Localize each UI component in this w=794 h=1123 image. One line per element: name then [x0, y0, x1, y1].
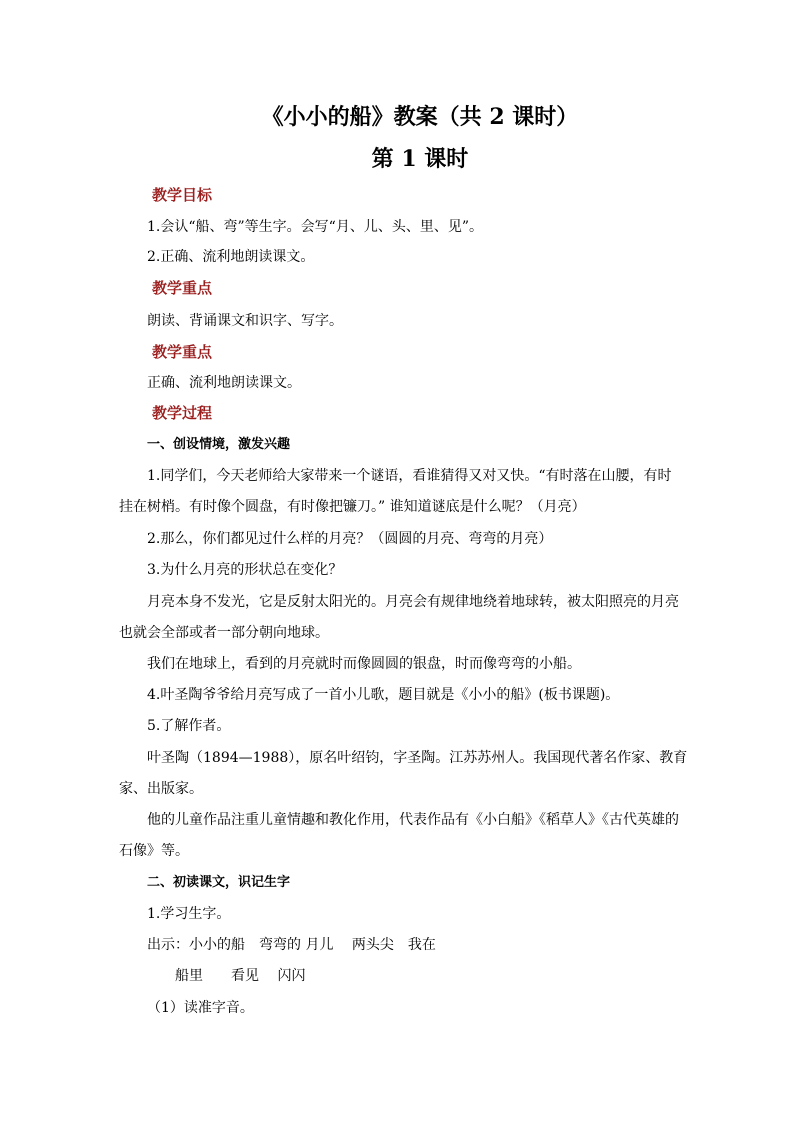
paragraph-author-line1: 叶圣陶（1894—1988），原名叶绍钧，字圣陶。江苏苏州人。我国现代著名作家、教育: [147, 750, 688, 766]
process-heading: 教学过程: [152, 404, 213, 422]
paragraph-read-pronunciation: （1）读准字音。: [147, 1000, 254, 1016]
part2-heading: 二、初读课文，识记生字: [147, 875, 291, 890]
paragraph-learn-chars: 1.学习生字。: [147, 906, 231, 922]
key-points-text: 朗读、背诵课文和识字、写字。: [147, 313, 343, 329]
paragraph-poem-title: 4.叶圣陶爷爷给月亮写成了一首小儿歌，题目就是《小小的船》(板书课题)。: [147, 687, 620, 703]
paragraph-moon-types: 2.那么，你们都见过什么样的月亮？（圆圆的月亮、弯弯的月亮）: [147, 531, 553, 547]
paragraph-author-line2: 家、出版家。: [119, 781, 203, 797]
key-points-text-2: 正确、流利地朗读课文。: [147, 375, 301, 391]
paragraph-moon-question: 3.为什么月亮的形状总在变化？: [147, 562, 343, 578]
paragraph-moon-explain-line2: 也就会全部或者一部分朝向地球。: [119, 625, 329, 641]
paragraph-show-words-2: 船里 看见 闪闪: [175, 968, 306, 984]
paragraph-show-words: 出示：小小的船 弯弯的 月儿 两头尖 我在: [147, 937, 436, 953]
paragraph-riddle-line2: 挂在树梢。有时像个圆盘，有时像把镰刀。” 谁知道谜底是什么呢？（月亮）: [119, 499, 586, 515]
part1-heading: 一、创设情境，激发兴趣: [147, 437, 291, 452]
document-title: 《小小的船》教案（共 2 课时）: [261, 104, 579, 130]
key-points-heading: 教学重点: [152, 279, 213, 297]
lesson-title: 第 1 课时: [371, 146, 469, 172]
key-points-heading-2: 教学重点: [152, 343, 213, 361]
paragraph-riddle-line1: 1.同学们，今天老师给大家带来一个谜语，看谁猜得又对又快。“有时落在山腰，有时: [147, 468, 672, 484]
paragraph-moon-explain-line1: 月亮本身不发光，它是反射太阳光的。月亮会有规律地绕着地球转，被太阳照亮的月亮: [147, 594, 679, 610]
paragraph-know-author: 5.了解作者。: [147, 718, 231, 734]
paragraph-works-line2: 石像》等。: [119, 843, 189, 859]
goal-2: 2.正确、流利地朗读课文。: [147, 249, 315, 265]
paragraph-moon-earth: 我们在地球上，看到的月亮就时而像圆圆的银盘，时而像弯弯的小船。: [147, 656, 581, 672]
goals-heading: 教学目标: [152, 186, 213, 204]
paragraph-works-line1: 他的儿童作品注重儿童情趣和教化作用，代表作品有《小白船》《稻草人》《古代英雄的: [147, 812, 679, 828]
goal-1: 1.会认“船、弯”等生字。会写“月、儿、头、里、见”。: [147, 219, 483, 235]
